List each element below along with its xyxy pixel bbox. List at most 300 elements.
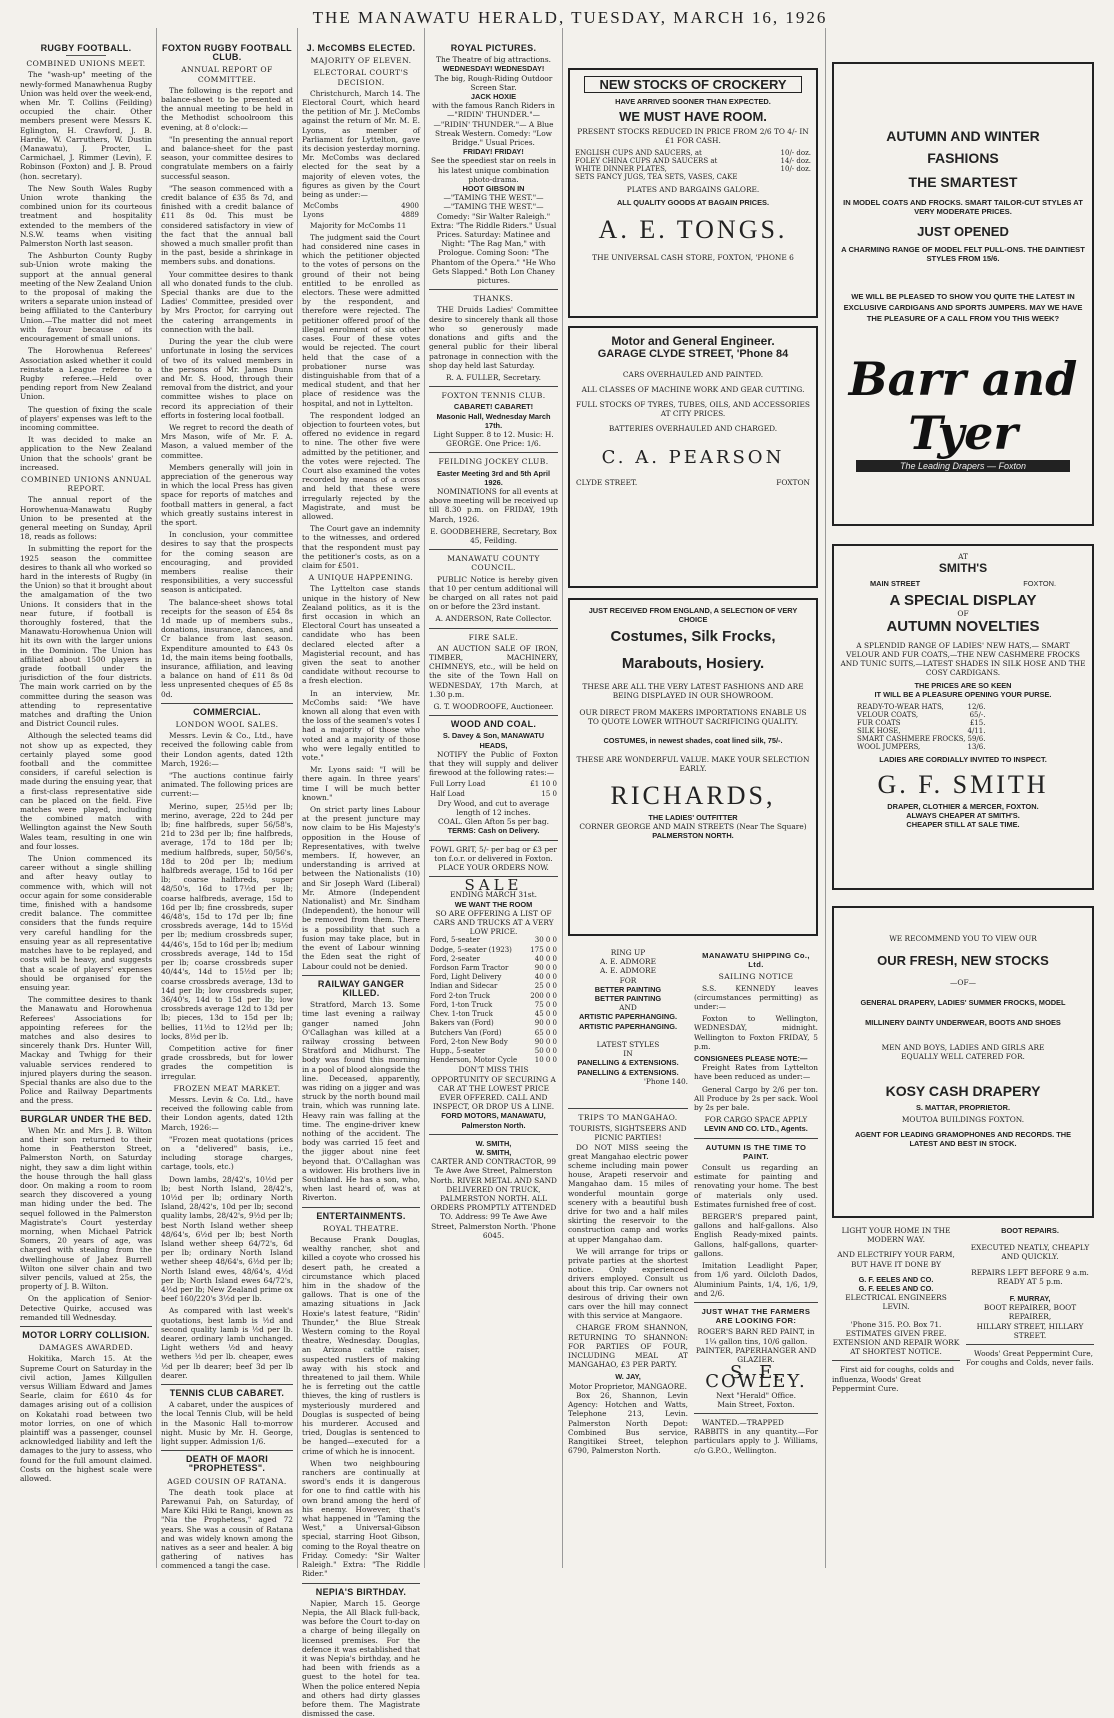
article-paragraph: Although the selected teams did not show up as expected, they certainly played some good football and the committee considers, if careful selection is made during the ensuing year, that a first-class representative side can be placed on the field. Five matches were played, including the combined match with Wellington against the New South Wales team, resulting in one win and four losses. [20, 731, 152, 851]
car-item: Ford, 2-ton New Body [430, 1037, 508, 1046]
ad-text: THE LADIES' OUTFITTER [648, 813, 738, 822]
ad-text: CHEAPER STILL AT SALE TIME. [906, 820, 1020, 829]
ad-text: W. SMITH, [475, 1147, 512, 1157]
ad-text: BOOT REPAIRER, BOOT REPAIRER, [983, 1303, 1077, 1322]
divider [568, 1108, 688, 1109]
article-paragraph: Because Frank Douglas, wealthy rancher, shot and killed a coyote who crossed his desert path, he created a circumstance which placed him in the shadow of the gallows. That is one of the amazing situations in Jack Hoxie's latest feature, "Ridin' Thunder," the Blue Streak Western coming to the Royal theatre, Wednesday. Douglas, an Arizona cattle raiser, suspected rustlers of making away with his stock and threatened to jail them. While he is ferreting out the cattle thieves, the king of rustlers is mysteriously murdered and Douglas is suspected of being his murderer. Accused and tried, Douglas is sentenced to be hanged—executed for a crime of which he is innocent. [302, 1234, 420, 1456]
column-rule [424, 28, 425, 1568]
smith-item: FUR COATS [857, 719, 901, 727]
ad-text: CARTER AND CONTRACTOR, 99 Te Awe Awe Street, Palmerston North. RIVER METAL AND SAND DELIVERED ON TRUCK, PALMERSTON NORTH. ALL ORDERS PROMPTLY ATTENDED TO. Address: 99 Te Awe Awe Street, Palmerston North. 'Phone 6045. [430, 1157, 557, 1240]
ad-text: CARS OVERHAULED AND PAINTED. [622, 370, 764, 379]
article-paragraph: We regret to record the death of Mrs Mason, wife of Mr. F. A. Mason, a valued member of the committee. [161, 422, 293, 460]
article-paragraph: Christchurch, March 14. The Electoral Court, which heard the petition of Mr. J. McCombs against the return of Mr. M. E. Lyons, as member of Parliament for Lyttelton, gave its decision yesterday morning. Mr. McCombs was declared elected for the seat by a majority of eleven votes, the figures as given by the Court being as under:— [302, 88, 420, 200]
article-paragraph: "Frozen meat quotations (prices on a "delivered" basis, i.e., including storage charges, cartage, tools, etc.) [161, 1134, 293, 1172]
ad-text: WANTED.—TRAPPED RABBITS in any quantity.—For particulars apply to J. Williams, c/o G.P.O., Wellington. [694, 1417, 818, 1455]
ad-text: BETTER PAINTING [594, 994, 662, 1004]
car-item: Ford, Light Delivery [430, 973, 502, 982]
article-subheading: ROYAL THEATRE. [323, 1223, 399, 1233]
ad-text: BETTER PAINTING [594, 984, 662, 994]
eeles-ad [832, 1226, 960, 1516]
advertiser-name: S. E. COWLEY. [705, 1362, 807, 1393]
car-price: 25 0 0 [534, 982, 557, 991]
car-price: 10 0 0 [534, 1056, 557, 1065]
car-price: 40 0 0 [534, 954, 557, 963]
ad-text: THE PRICES ARE SO KEEN [914, 681, 1012, 690]
ad-text: ALL CLASSES OF MACHINE WORK AND GEAR CUTTING. [581, 385, 805, 394]
article-paragraph: As compared with last week's quotations, best lamb is ½d and second quality lamb is ½d per lb. dearer, ordinary lamb unchanged. Light wethers ½d and heavy wethers ½d per lb. cheaper, ewes ½d per lb dearer; beef 3d per lb dearer. [161, 1306, 293, 1380]
article-paragraph: On the application of Senior-Detective Quirke, accused was remanded till Wednesday. [20, 1294, 152, 1322]
ad-heading: BOOT REPAIRS. [1001, 1226, 1059, 1235]
ad-heading: SALE [464, 876, 523, 895]
masthead: THE MANAWATU HERALD, TUESDAY, MARCH 16, 1926 [312, 8, 828, 27]
article-paragraph: It was decided to make an application to the New Zealand Union that the schools' grant be increased. [20, 435, 152, 472]
article-paragraph: During the year the club were unfortunate in losing the services of two of its valued members in the persons of Mr. James Dunn and Mr. S. Hood, through their removal from the district, and your committee wishes to place on record its appreciation of their efforts in fostering local football. [161, 337, 293, 420]
article-heading: TENNIS CLUB CABARET. [169, 1388, 285, 1399]
article-heading: DEATH OF MAORI "PROPHETESS". [185, 1454, 269, 1474]
kosy-drapery-ad [832, 906, 1094, 1218]
smith-item: SILK HOSE, [857, 727, 901, 735]
article-paragraph: Your committee desires to thank all who donated funds to the club. Special thanks are due to the Ladies' Committee, presided over by Mrs Proctor, for carrying out the catering arrangements in connection with the ball. [161, 269, 293, 334]
ad-text: AN AUCTION SALE OF IRON, TIMBER, MACHINERY, CHIMNEYS, etc., will be held on the site of the Town Hall on WEDNESDAY, 17th March, at 1.30 p.m. [429, 643, 558, 699]
rate-item: Full Lorry Load [430, 780, 486, 789]
table-row [856, 711, 986, 719]
ad-text: ALL QUALITY GOODS AT BAGAIN PRICES. [616, 198, 770, 207]
divider [694, 1138, 818, 1139]
ad-text: THESE ARE WONDERFUL VALUE. MAKE YOUR SELECTION EARLY. [576, 755, 810, 773]
article-paragraph: A cabaret, under the auspices of the local Tennis Club, will be held in the Masonic Hall to-morrow night. Music by Mr. H. George, light supper. Admission 1/6. [161, 1400, 293, 1447]
table-row [574, 157, 812, 165]
divider [66, 55, 106, 56]
divider [161, 1450, 293, 1451]
ad-text: A SPLENDID RANGE OF LADIES' NEW HATS,— SMART VELOUR AND FUR COATS,—THE NEW CASHMERE FROCKS AND TUNIC SUITS,—LATEST SHADES IN SILK HOSE AND THE COSY CARDIGANS. [840, 641, 1086, 677]
ad-text: IN [623, 1049, 633, 1059]
table-row [429, 1001, 558, 1010]
middle-right-column [694, 948, 818, 1568]
ad-heading: OUR FRESH, NEW STOCKS [877, 953, 1049, 968]
ad-text: JUST RECEIVED FROM ENGLAND, A SELECTION OF VERY CHOICE [588, 606, 798, 624]
advertiser-name: RICHARDS, [610, 781, 776, 810]
article-paragraph: In submitting the report for the 1925 season the committee desires to thank all who worked so hard in the interests of Rugby (in the Union) so that it brought about the amalgamation of the two Unions. It considers that in the near future, if football is thoroughly fostered, that the Manawatu-Horowhenua Union will hit its own with the larger unions in the Dominion. The Union has affiliated about 1500 players in grade football under the jurisdiction of the four districts. The main work carried on by the committee during the season was attending to representative matches and drafting the Union and District Council rules. [20, 544, 152, 729]
table-row [429, 1038, 558, 1047]
article-subheading: LONDON WOOL SALES. [175, 720, 279, 730]
ad-text: THE UNIVERSAL CASH STORE, FOXTON, 'PHONE 6 [592, 253, 794, 262]
ad-text: A. E. ADMORE [600, 966, 656, 976]
ad-text: FOXTON [776, 478, 810, 487]
advertiser-name: G. F. SMITH [877, 770, 1049, 799]
car-item: Indian and Sidecar [430, 982, 498, 991]
ad-heading: THE SMARTEST [908, 174, 1018, 190]
ad-text: Next "Herald" Office. [716, 1390, 796, 1400]
table-row [856, 703, 986, 711]
ad-text: —OF— [950, 978, 976, 987]
ad-text: FOR [619, 975, 637, 985]
ad-text: GENERAL DRAPERY, LADIES' SUMMER FROCKS, MODEL MILLINERY DAINTY UNDERWEAR, BOOTS AND SHOES [860, 998, 1066, 1027]
ad-text: PANELLING & EXTENSIONS. [577, 1058, 679, 1068]
article-subheading: ANNUAL REPORT OF COMMITTEE. [181, 65, 273, 84]
ad-text: LEVIN AND CO. LTD., Agents. [704, 1124, 808, 1134]
column-3 [302, 40, 420, 1718]
article-paragraph: The judgment said the Court had considered nine cases in which the petitioner objected to the votes of persons on the ground of their not being entitled to be enrolled as electors. These were admitted by the respondent, and therefore were rejected. The petitioner offered proof of the illegal enrolment of six other cases. Four of these votes would be rejected. The court held that the case of a probationer nurse was distinguishable from that of a medical student, and that her place of residence was the hospital, and not in Lyttelton. [302, 232, 420, 408]
article-paragraph: The Court gave an indemnity to the witnesses, and ordered that the respondent must pay the petitioner's costs, as on a claim for £501. [302, 524, 420, 570]
divider [429, 386, 558, 387]
ad-text: COSTUMES, in newest shades, coat lined silk, 75/-. [603, 736, 783, 745]
election-results-table [302, 202, 420, 220]
article-paragraph: Mr. Lyons said: "I will be there again. In three years' time I will be much better known." [302, 765, 420, 802]
price-item: SETS FANCY JUGS, TEA SETS, VASES, CAKE [575, 173, 738, 181]
ad-text: ALWAYS CHEAPER AT SMITH'S. [906, 811, 1020, 820]
column-4 [429, 40, 558, 1570]
article-paragraph: The Horowhenua Referees' Association asked whether it could reinstate a League referee to a Rugby referee.—Held over pending report from New Zealand Union. [20, 346, 152, 402]
table-row [856, 719, 986, 727]
ad-text: CHARGE FROM SHANNON, RETURNING TO SHANNON: FOR PARTIES OF FOUR, INCLUDING MEAL AT MANGAHAO, £3 PER PARTY. [568, 1323, 688, 1370]
article-paragraph: The respondent lodged an objection to fourteen votes, but offered no evidence in regard to nine. The other five were admitted by the petitioner, and the votes were rejected. The Court also examined the votes recorded by means of a cross and held that these were irregularly rejected by the Magistrate, and must be allowed. [302, 410, 420, 521]
ad-text: WE WILL BE PLEASED TO SHOW YOU QUITE THE LATEST IN EXCLUSIVE CARDIGANS AND SPORTS JUMPERS. MAY WE HAVE THE PLEASURE OF A CALL FROM YOU THIS WEEK? [843, 292, 1083, 323]
ad-text: See the speediest star on reels in his latest unique combination photo-drama. [431, 156, 556, 184]
ad-text: ARTISTIC PAPERHANGING. [579, 1021, 677, 1031]
ad-text: A. E. ADMORE [600, 957, 656, 967]
table-row [429, 946, 558, 955]
car-price: 90 0 0 [534, 1037, 557, 1046]
ad-text: Dry Wood, and cut to average length of 12 inches. [437, 798, 550, 818]
ad-text: S. Davey & Son, MANAWATU HEADS, [442, 731, 545, 750]
ad-text: REPAIRS LEFT BEFORE 9 a.m. READY AT 5 p.m. [971, 1267, 1089, 1286]
table-row [574, 165, 812, 173]
ad-text: The Theatre of big attractions. [436, 55, 551, 65]
article-paragraph: When two neighbouring ranchers are continually at sword's ends it is dangerous for one to find cattle with his own brand among the herd of his enemy. However, that's what happened in "Taming the West," a Universal-Gibson special, starring Hoot Gibson, coming to the Royal theatre on Friday. Comedy: "Sir Walter Raleigh." Extra: "The Riddle Rider." [302, 1458, 420, 1579]
table-row [856, 743, 986, 751]
rate-price: £1 10 0 [530, 780, 557, 789]
car-item: Dodge, 5-seater (1923) [430, 945, 512, 954]
car-price: 65 0 0 [534, 1028, 557, 1037]
ad-text: with the famous Ranch Riders in —"RIDIN' THUNDER."— —"RIDIN' THUNDER."— A Blue Streak Western. Comedy: "Low Bridge." Usual Prices. [432, 101, 555, 148]
table-row [574, 149, 812, 157]
car-price: 40 0 0 [534, 973, 557, 982]
ad-text: General Cargo by 2/6 per ton. All Produce by 2s per sack. Wool by 2s per bale. [694, 1084, 818, 1113]
logo-tagline: The Leading Drapers — Foxton [856, 460, 1070, 472]
ad-text: MEN AND BOYS, LADIES AND GIRLS ARE EQUALLY WELL CATERED FOR. [881, 1043, 1045, 1061]
rate-price: 15 0 [541, 789, 557, 798]
smith-item: SMART CASHMERE FROCKS, [857, 735, 966, 743]
article-subheading: ELECTORAL COURT'S DECISION. [313, 68, 409, 87]
article-paragraph: When Mr. and Mrs J. B. Wilton and their son returned to their home in Featherston Street, Palmerston North, on Saturday night, they saw a dim light within the house through the hall glass door. On making a room to room search they discovered a young man hiding under the bed. The sequel followed in the Palmerston Magistrate's Court yesterday morning, when Michael Patrick Somers, 20 years of age, was charged with stealing from the dwellinghouse of Jabez Burrell Wilton one silver chain and two silver pencils, valued at 25s, the property of J. B. Wilton. [20, 1125, 152, 1292]
ad-text: MOUTOA BUILDINGS FOXTON. [901, 1115, 1025, 1124]
price-value: 14/- doz. [780, 157, 811, 165]
divider [429, 628, 558, 629]
article-heading: NEPIA'S BIRTHDAY. [315, 1586, 407, 1597]
table-row [429, 936, 558, 945]
article-paragraph: On strict party lines Labour at the present juncture may now claim to be His Majesty's opposition in the House of Representatives, with twelve members. If, however, an understanding is arrived at between the Nationalists (10) and Sir Joseph Ward (Liberal) Mr. Atmore (Independent Nationalist) and Mr. Sindham (Independent), the honour will be removed from them. There is a possibility that such a fusion may take place, but in the event of Labour winning the Eden seat the right of Labour could not be denied. [302, 805, 420, 971]
divider [302, 975, 420, 976]
table-row [856, 727, 986, 735]
ad-heading: SMITH'S [938, 561, 988, 575]
column-1 [20, 40, 152, 1570]
car-price: 45 0 0 [534, 1010, 557, 1019]
ad-text: AT [958, 552, 968, 561]
ad-text: Foxton to Wellington, WEDNESDAY, midnight. Wellington to Foxton FRIDAY, 5 p.m. [694, 1014, 818, 1051]
ad-text: FOWL GRIT, 5/- per bag or £3 per ton f.o.r. or delivered in Foxton. PLACE YOUR ORDERS NOW. [430, 844, 557, 873]
price-item: WHITE DINNER PLATES, [575, 165, 667, 173]
car-item: Hupp., 5-seater [430, 1046, 486, 1055]
ad-heading: Marabouts, Hosiery. [621, 655, 765, 672]
column-rule [297, 28, 298, 1568]
table-row [429, 1029, 558, 1038]
ad-text: Masonic Hall, Wednesday March 17th. [436, 411, 551, 430]
article-paragraph: "The season commenced with a credit balance of £35 8s 7d, and finished with a credit balance of £11 8s 0d. This must be considered satisfactory in view of the fact that the annual ball showed a much smaller profit than in the past, beside a shrinkage in members subs. and donations. [161, 183, 293, 267]
ad-text: MAIN STREET [870, 579, 921, 588]
ad-heading: AUTUMN NOVELTIES [886, 618, 1040, 635]
ad-text: ENDING MARCH 31st. [450, 890, 537, 900]
ad-text: 'Phone 315. P.O. Box 71. [850, 1319, 942, 1329]
ad-text: Imitation Leadlight Paper, from 1/6 yard. Oilcloth Dados, Aluminium Paints, 1/4, 1/6, 1/9, and 2/6. [694, 1261, 818, 1298]
article-paragraph: The New South Wales Rugby Union wrote thanking the combined union for its courteous treatment and hospitality extended to the members of the N.S.W. teams when visiting Palmerston North last season. [20, 183, 152, 249]
table-row [302, 211, 420, 220]
article-paragraph: Members generally will join in appreciation of the generous way in which the local Press has given space for reports of matches and football matters in general, a fact which greatly sustains interest in the sport. [161, 462, 293, 527]
ad-text: JACK HOXIE [470, 92, 517, 102]
article-subheading: COMBINED UNIONS MEET. [26, 59, 146, 69]
ad-text: 'Phone 140. [643, 1076, 688, 1086]
article-paragraph: The death took place at Parewanui Pah, on Saturday, of Mare Kiki Hiki te Rangi, known as "Nia the Prophetess," aged 72 years. She was a cousin of Ratana and was widely known among the natives as a seer and healer. A big gathering of natives has commenced a tangi the case. [161, 1487, 293, 1571]
car-item: Bakers van (Ford) [430, 1019, 494, 1028]
ad-text: CABARET! CABARET! [453, 402, 534, 412]
advertiser-name: F. MURRAY, [1009, 1294, 1051, 1304]
article-heading: RUGBY FOOTBALL. [40, 43, 132, 53]
article-paragraph: Down lambs, 28/42's, 10½d per lb; best North Island, 28/42's, 10½d per lb; ordinary North Island, 28/42's, 10d per lb; second quality lambs, 28/42's, 9½d per lb; best North Island wether sheep 48/64's, 6½d per lb; best North Island wether sheep 64/72's, 6d per lb; ordinary North Island wether sheep 48/64's, 6½d per lb; North Island ewes, 48/64's, 4½d per lb; North Island ewes 64/72's, 4½d per lb; New Zealand prime ox beef 160/220's 3½d per lb. [161, 1174, 293, 1304]
ad-heading: SAILING NOTICE [718, 972, 794, 982]
ad-text: AND [619, 1003, 637, 1013]
candidate-votes: 4900 [401, 202, 419, 211]
ad-text: Main Street, Foxton. [717, 1399, 795, 1409]
ad-text: Motor Proprietor, MANGAORE. [568, 1381, 688, 1391]
article-subheading: FROZEN MEAT MARKET. [173, 1083, 281, 1093]
divider [302, 1583, 420, 1584]
car-price: 200 0 0 [530, 991, 557, 1000]
car-price: 50 0 0 [534, 1046, 557, 1055]
ad-heading: FEILDING JOCKEY CLUB. [438, 457, 549, 467]
ad-text: The big, Rough-Riding Outdoor Screen Star. [434, 73, 553, 92]
admore-ad [568, 948, 688, 1038]
ad-text: TOURISTS, SIGHTSEERS AND PICNIC PARTIES! [569, 1124, 687, 1143]
candidate-name: Lyons [303, 211, 324, 220]
ad-text: CONSIGNEES PLEASE NOTE:— [694, 1054, 808, 1064]
article-heading: BURGLAR UNDER THE BED. [20, 1113, 152, 1124]
ad-text: FULL STOCKS OF TYRES, TUBES, OILS, AND ACCESSORIES AT CITY PRICES. [576, 400, 810, 418]
car-item: Ford, 2-seater [430, 954, 480, 963]
smiths-ad [832, 544, 1094, 890]
ad-text: IT WILL BE A PLEASURE OPENING YOUR PURSE. [874, 690, 1052, 699]
car-item: Chev. 1-ton Truck [430, 1010, 493, 1019]
car-price: 90 0 0 [534, 1019, 557, 1028]
car-price: 30 0 0 [534, 936, 557, 945]
table-row [429, 964, 558, 973]
price-value: 10/- doz. [780, 165, 811, 173]
ad-text: ROGER'S BARN RED PAINT, in 1¼ gallon tins, 10/6 gallon. [697, 1327, 815, 1346]
article-paragraph: The balance-sheet shows total receipts for the season of £54 8s 1d made up of members subs., donations, insurance, dances, and Cr balance from last season. Expenditure amounted to £43 0s 1d, the main items being footballs, insurance, affiliation, and leaving a balance on hand of £11 8s 0d less unpresented cheques of £5 8s 0d. [161, 597, 293, 699]
ad-text: Consult us regarding an estimate for painting and renovating your home. The best of materials only used. Estimates furnished free of cost. [694, 1163, 818, 1209]
divider [694, 1302, 818, 1303]
ad-text: WEDNESDAY! WEDNESDAY! [442, 64, 545, 74]
ad-text: ELECTRICAL ENGINEERS LEVIN. [845, 1293, 947, 1312]
ad-text: HOOT GIBSON IN [462, 184, 525, 194]
article-paragraph: The Union commenced its career without a single shilling and after heavy outlay to commence with, which will not occur again for some considerable time, finished with a handsome credit balance. The committee considers that the funds require very careful handling for the ensuing year as all representative matches have to be replayed, and costs will be heavy, and suggests that a scale of players' expenses should be organised for the ensuing year. [20, 854, 152, 992]
ad-heading: FOXTON TENNIS CLUB. [441, 391, 546, 401]
rate-item: Half Load [430, 789, 465, 798]
divider [429, 840, 558, 841]
table-row [856, 735, 986, 743]
wood-rates-table [429, 780, 558, 798]
divider [161, 703, 293, 704]
smith-item: VELOUR COATS, [857, 711, 919, 719]
table-row [429, 992, 558, 1001]
article-subheading: DAMAGES AWARDED. [38, 1343, 134, 1353]
boot-repairs-ad [966, 1226, 1094, 1516]
article-paragraph: Messrs. Levin & Co. Ltd., have received the following cable from their London agents, dated 12th March, 1926:— [161, 1094, 293, 1132]
table-row [429, 1019, 558, 1028]
table-row [429, 790, 558, 799]
ad-heading: FASHIONS [927, 150, 999, 166]
ad-text: AND ELECTRIFY YOUR FARM, BUT HAVE IT DONE BY [837, 1250, 955, 1269]
car-price: 175 0 0 [530, 945, 557, 954]
article-paragraph: In conclusion, your committee desires to say that the prospects for the coming season are encouraging, and provided members realise their responsibilities, a very successful season is anticipated. [161, 530, 293, 595]
ad-text: W. JAY, [615, 1372, 641, 1382]
advertiser-name: KOSY CASH DRAPERY [885, 1083, 1041, 1099]
ad-heading: JUST OPENED [917, 224, 1009, 239]
divider [20, 1110, 152, 1111]
admore-ad-2 [568, 1040, 688, 1100]
column-rule [156, 28, 157, 1568]
ad-signature: E. GOODBEHERE, Secretary, Box 45, Feilding. [430, 526, 557, 545]
smith-price: 4/11. [967, 727, 986, 735]
column-rule [825, 28, 826, 1568]
ad-heading: GARAGE CLYDE STREET, 'Phone 84 [597, 348, 789, 360]
ad-text: FORD MOTORS, MANAWATU, Palmerston North. [441, 1111, 546, 1130]
article-paragraph: Merino, super, 25½d per lb; merino, average, 22d to 24d per lb; fine halfbreds, super 56/58's, 21d to 23d per lb; fine halfbreds, average, 17d to 18d per lb; medium halfbreds, super, 50/56's, 18d to 20d per lb; medium halfbreds average, 15d to 16d per lb; coarse halfbreds, super 48/50's, 16d to 17½d per lb; coarse halfbreds, average, 15d to 16d per lb; fine crossbreds, super 46/48's, 15d to 17d per lb; fine crossbreds average, 14d to 15½d per lb; medium crossbreds super, 44/46's, 15d to 16d per lb; medium crossbreds average, 14d to 15d per lb; coarse crossbreds super 40/44's, 14d to 15½d per lb; coarse crossbreds average, 13d to 14d per lb; low crossbreds super, 36/40's, 14d to 15d per lb; low crossbreds average 12d to 13d per lb; pieces, 13d to 15d per lb; bellies, 11½d to 12½d per lb; locks, 8½d per lb. [161, 801, 293, 1041]
article-paragraph: "In presenting the annual report and balance-sheet for the past season, your committee desires to congratulate members on a fairly successful season. [161, 134, 293, 181]
candidate-votes: 4889 [401, 211, 419, 220]
ad-text: FOXTON. [1023, 579, 1056, 588]
article-paragraph: Stratford, March 13. Some time last evening a railway ganger named John O'Callaghan was killed at a railway crossing between Stratford and Midhurst. The body was found this morning in a pool of blood alongside the line. Deceased, apparently, was riding on a jigger and was struck by the north bound mail train, which was running late. Heavy rain was falling at the time. The engine-driver knew nothing of the accident. The body was carried 15 feet and the jigger about nine feet beyond that. O'Callaghan was a widower. His brothers live in Southland. He has a son, who, when last heard of, was at Riverton. [302, 1000, 420, 1203]
ad-text: A CHARMING RANGE OF MODEL FELT PULL-ONS. THE DAINTIEST STYLES FROM 15/6. [841, 245, 1085, 263]
article-paragraph: The following is the report and balance-sheet to be presented at the annual meeting to be held in the Methodist schoolroom this evening, at 8 o'clock:— [161, 85, 293, 132]
table-row [429, 1047, 558, 1056]
car-item: Ford 2-ton Truck [430, 991, 491, 1000]
article-heading: RAILWAY GANGER KILLED. [317, 978, 405, 998]
article-paragraph: Hokitika, March 15. At the Supreme Court on Saturday in the civil action, James Killgullen versus William Edward and James Searle, claim for £610 4s for damages arising out of a collision on Kokatahi road between two motor lorries, on one of which plaintiff was a passenger, counsel acknowledged liability and left the damages to the jury to assess, who found for the full amount claimed. Costs on the highest scale were allowed. [20, 1354, 152, 1484]
divider [429, 452, 558, 453]
car-item: Butchers Van (Ford) [430, 1028, 502, 1037]
article-heading: ENTERTAINMENTS. [316, 1210, 406, 1221]
majority-line: Majority for McCombs 11 [310, 220, 407, 230]
column-rule [562, 28, 563, 1568]
smith-price: 13/6. [967, 743, 986, 751]
smith-price: 65/-. [969, 711, 986, 719]
article-subheading: COMBINED UNIONS ANNUAL REPORT. [21, 474, 151, 494]
ad-text: SO ARE OFFERING A LIST OF CARS AND TRUCKS AT A VERY LOW PRICE. [433, 908, 554, 937]
car-item: Ford, 1-ton Truck [430, 1000, 493, 1009]
ad-heading: Costumes, Silk Frocks, [610, 628, 776, 645]
article-heading: J. McCOMBS ELECTED. [306, 43, 416, 53]
ad-heading: Motor and General Engineer. [611, 334, 775, 348]
article-paragraph: The committee desires to thank the Manawatu and Horowhenua Referees' Associations for appointing referees for the matches and also desires to sincerely thank Drs. Hunter Will, Mackay and Twhigg for their valuable services rendered to injured players during the season. Special thanks are also due to the Police and Railway Departments and the press. [20, 995, 152, 1106]
ad-text: —"TAMING THE WEST."— —"TAMING THE WEST."— Comedy: "Sir Walter Raleigh." Extra: "The Riddle Riders." Usual Prices. Saturday: Matinee and Night: "The Rag Man," with Prologue. Coming Soon: "The Phantom of the Opera." "He Who Gets Slapped." Both Lon Chaney pictures. [430, 193, 557, 286]
ad-text: NOMINATIONS for all events at above meeting will be received up till 8.30 p.m. on FRIDAY, 19th March, 1926. [429, 486, 558, 524]
article-paragraph: The Lyttelton case stands unique in the history of New Zealand politics, as it is the first occasion in which an Electoral Court has unseated a candidate who has been declared elected after a Magisterial recount, and has given the seat to another candidate without recourse to a fresh election. [302, 584, 420, 686]
ad-text: THE Druids Ladies' Committee desire to sincerely thank all those who so generously made donations and gifts and the general public for their liberal patronage in connection with the shop day held last Saturday. [429, 305, 558, 370]
ad-text: HILLARY STREET, HILLARY STREET. [976, 1321, 1084, 1340]
ad-heading: MANAWATU SHIPPING Co., Ltd. [702, 951, 810, 970]
divider [161, 1384, 293, 1385]
car-price: 75 0 0 [534, 1000, 557, 1009]
price-item: FOLEY CHINA CUPS AND SAUCERS at [575, 157, 718, 165]
smiths-price-table [856, 703, 986, 751]
price-value: 10/- doz. [780, 149, 811, 157]
ad-heading: MANAWATU COUNTY COUNCIL. [447, 554, 540, 573]
ad-text: BATTERIES OVERHAULED AND CHARGED. [608, 424, 778, 433]
ad-text: PANELLING & EXTENSIONS. [577, 1067, 679, 1077]
table-row [574, 173, 812, 181]
article-subheading: A UNIQUE HAPPENING. [308, 573, 414, 583]
car-item: Ford, 5-seater [430, 936, 480, 945]
divider [694, 1413, 818, 1414]
ad-text: DO NOT MISS seeing the great Mangahao electric power scheme including main power house, Arapeti reservoir and Mangahao dam. 15 miles of wonderful mountain gorge scenery with a beautiful bush drive for two and a half miles skirting the reservoir to the construction camp and works at upper Mangahao dam. [568, 1142, 688, 1244]
ad-text: CLYDE STREET. [576, 478, 638, 487]
advertiser-name: A. E. TONGS. [598, 215, 788, 244]
smith-item: READY-TO-WEAR HATS, [857, 703, 944, 711]
divider [429, 289, 558, 290]
ad-address-row [870, 579, 1056, 588]
divider [429, 549, 558, 550]
crockery-ad [568, 68, 818, 318]
article-paragraph: The Ashburton County Rugby sub-Union wrote making the support at the annual general meeting of the New Zealand Union to the proposal of making the writers a separate union instead of being affiliated to the Canterbury Union.—The matter did not meet with favour because of its encouragement of small unions. [20, 251, 152, 344]
ad-text: Freight Rates from Lyttelton have been reduced as under:— [694, 1063, 818, 1082]
ad-text: TERMS: Cash on Delivery. [447, 826, 540, 836]
table-row [429, 973, 558, 982]
ad-text: Easter Meeting 3rd and 5th April 1926. [436, 468, 551, 487]
advertiser-name: C. A. PEARSON [601, 447, 785, 468]
divider [302, 1207, 420, 1208]
ad-text: Woods' Great Peppermint Cure, For coughs and Colds, never fails. [966, 1349, 1094, 1368]
ad-text: LIGHT YOUR HOME IN THE MODERN WAY. [841, 1226, 951, 1245]
cars-price-table [429, 936, 558, 1065]
ad-text: HAVE ARRIVED SOONER THAN EXPECTED. [615, 97, 771, 106]
table-row [302, 202, 420, 211]
smith-item: WOOL JUMPERS, [857, 743, 921, 751]
ad-heading: A SPECIAL DISPLAY [889, 592, 1037, 609]
article-heading: MOTOR LORRY COLLISION. [22, 1330, 150, 1341]
ad-heading: TRIPS TO MANGAHAO. [578, 1113, 678, 1122]
ad-heading: AUTUMN AND WINTER [886, 128, 1040, 144]
ad-text: OF [957, 609, 969, 618]
column-2 [161, 40, 293, 1570]
ad-text: DON'T MISS THIS OPPORTUNITY OF SECURING A CAR AT THE LOWEST PRICE EVER OFFERED. CALL AND INSPECT, OR DROP US A LINE. [431, 1065, 556, 1112]
richards-ad [568, 598, 818, 936]
article-subheading: MAJORITY OF ELEVEN. [310, 56, 412, 66]
ad-text: ARTISTIC PAPERHANGING. [579, 1012, 677, 1022]
smith-price: 12/6. [967, 703, 986, 711]
smith-price: £15. [969, 719, 986, 727]
table-row [429, 1010, 558, 1019]
ad-text: LADIES ARE CORDIALLY INVITED TO INSPECT. [879, 755, 1047, 764]
ad-text: G. F. EELES AND CO. [858, 1284, 934, 1294]
car-item: Fordson Farm Tractor [430, 964, 509, 973]
candidate-name: McCombs [303, 202, 339, 211]
ad-text: G. F. EELES AND CO. [858, 1274, 934, 1284]
ad-text: WE WANT THE ROOM [454, 899, 533, 909]
ad-heading: NEW STOCKS OF CROCKERY [584, 76, 802, 93]
mangahao-ad [568, 1104, 688, 1564]
ad-text: LATEST STYLES [596, 1040, 660, 1049]
ad-heading: AUTUMN IS THE TIME TO PAINT. [705, 1142, 807, 1161]
ad-text: Box 26, Shannon, Levin Agency: Hotchen and Watts, Telephone 213, Levin. Palmerston North Depot: Combined Bus service, Rangitikei Street, telephon 6790, Palmerston North. [568, 1390, 688, 1456]
